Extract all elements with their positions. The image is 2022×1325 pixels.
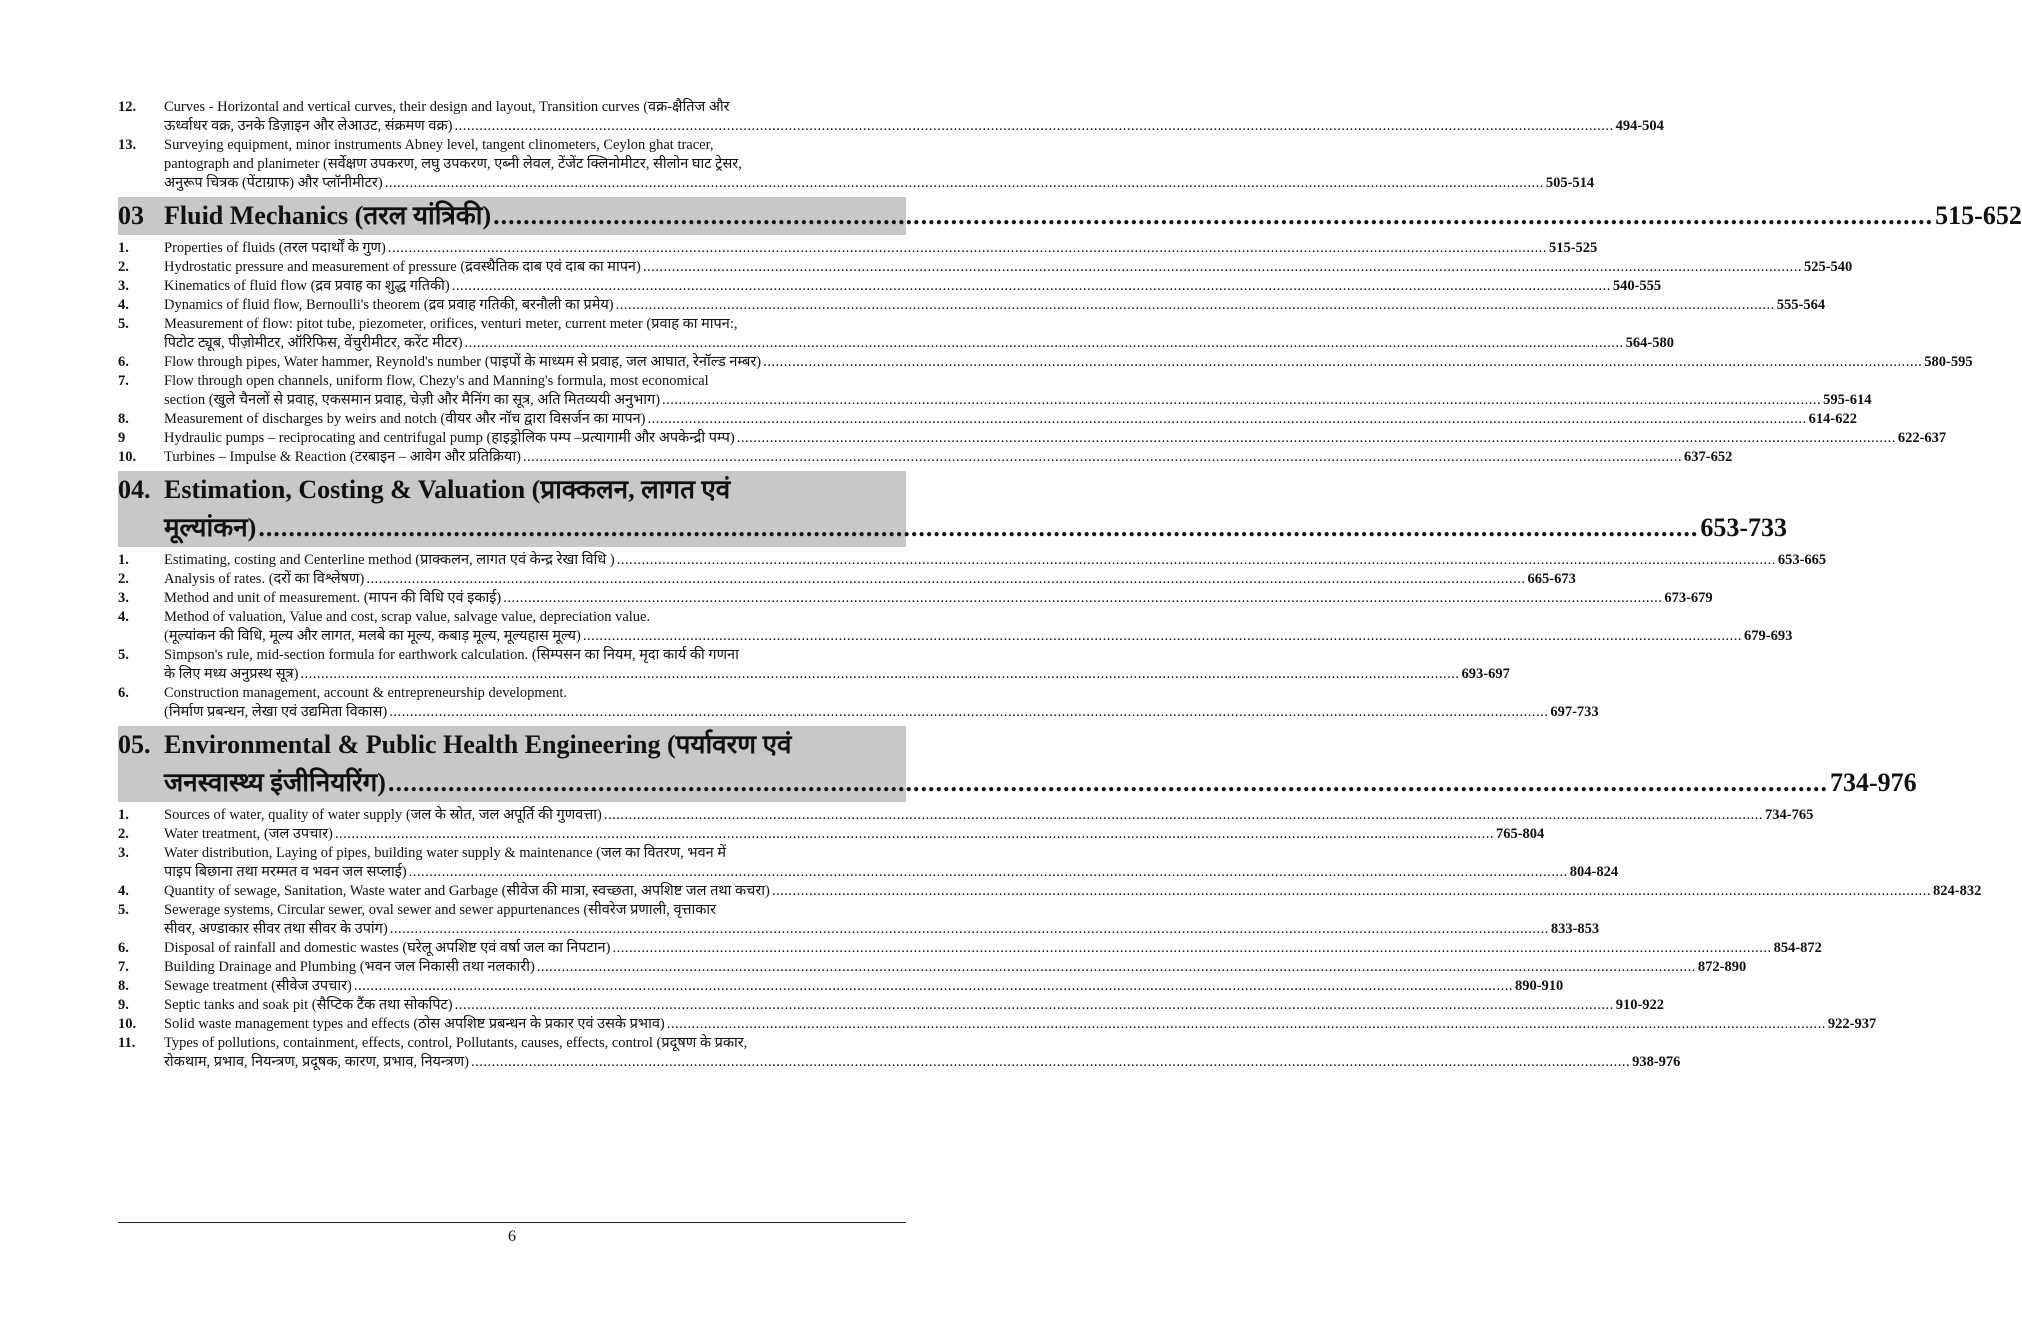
section-title: Fluid Mechanics (तरल यांत्रिकी) <box>164 201 492 230</box>
entry-title: Turbines – Impulse & Reaction (टरबाइन – आवेग और प्रतिक्रिया) <box>164 449 521 465</box>
entry-line <box>164 296 1826 315</box>
toc-entry[interactable] <box>118 570 1576 589</box>
entry-number: 11. <box>118 1035 136 1051</box>
toc-entry[interactable] <box>118 258 1853 277</box>
entry-line <box>164 977 1564 996</box>
entry-number: 6. <box>118 940 129 956</box>
entry-number: 6. <box>118 354 129 370</box>
dot-leader <box>388 239 1547 258</box>
dot-leader <box>409 863 1568 882</box>
page-range: 922-937 <box>1827 1016 1877 1032</box>
entry-line <box>164 353 1973 372</box>
toc-entry[interactable] <box>118 977 1564 996</box>
dot-leader <box>763 353 1922 372</box>
entry-line <box>164 901 906 920</box>
dot-leader <box>454 117 1613 136</box>
toc-entry[interactable] <box>118 806 1814 825</box>
dot-leader <box>617 551 1776 570</box>
entry-title: Construction management, account & entrepreneurship development. <box>164 685 568 701</box>
entry-number: 12. <box>118 99 137 115</box>
entry-line <box>164 1053 1681 1072</box>
entry-body <box>164 570 1576 589</box>
entry-title: पाइप बिछाना तथा मरम्मत व भवन जल सप्लाई) <box>164 864 407 880</box>
entry-number: 5. <box>118 647 129 663</box>
entry-title: Analysis of rates. (दरों का विश्लेषण) <box>164 571 365 587</box>
entry-body <box>164 136 1595 193</box>
entry-number: 3. <box>118 845 129 861</box>
page-range: 622-637 <box>1897 430 1947 446</box>
entry-title: Flow through open channels, uniform flow, Chezy's and Manning's formula, most economical <box>164 373 709 389</box>
dot-leader <box>616 296 1775 315</box>
toc-entry[interactable] <box>118 939 1822 958</box>
dot-leader <box>643 258 1802 277</box>
entry-title: pantograph and planimeter (सर्वेक्षण उपकरण, लघु उपकरण, एब्नी लेवल, टेंजेंट क्लिनोमीटर, सीलोन घाट ट्रेसर, <box>164 156 742 172</box>
toc-entry[interactable] <box>118 277 1662 296</box>
entry-line <box>164 117 1664 136</box>
entry-body <box>164 372 1872 410</box>
entry-number: 13. <box>118 137 137 153</box>
entry-number: 3. <box>118 278 129 294</box>
entry-body <box>164 98 1664 136</box>
page-range: 679-693 <box>1743 628 1793 644</box>
entry-body <box>164 844 1619 882</box>
page-range: 673-679 <box>1664 590 1713 606</box>
entry-body <box>164 1034 1681 1072</box>
toc-entry[interactable] <box>118 98 1664 136</box>
entry-line <box>164 277 1662 296</box>
entry-line <box>164 939 1822 958</box>
page-range: 765-804 <box>1495 826 1545 842</box>
dot-leader <box>390 920 1549 939</box>
entry-body <box>164 996 1665 1015</box>
entry-title: Curves - Horizontal and vertical curves, their design and layout, Transition curves (वक्र-क्षैतिज और <box>164 99 730 115</box>
entry-number: 5. <box>118 902 129 918</box>
entry-title: Sewerage systems, Circular sewer, oval sewer and sewer appurtenances (सीवरेज प्रणाली, वृत्ताकार <box>164 902 717 918</box>
page-range: 824-832 <box>1932 883 1982 899</box>
entry-number: 7. <box>118 959 129 975</box>
entry-body <box>164 277 1662 296</box>
entry-title: Method of valuation, Value and cost, scrap value, salvage value, depreciation value. <box>164 609 651 625</box>
entry-number: 3. <box>118 590 129 606</box>
entry-title: ऊर्ध्वाधर वक्र, उनके डिज़ाइन और लेआउट, संक्रमण वक्र) <box>164 118 453 134</box>
entry-body <box>164 901 1600 939</box>
page-range: 734-765 <box>1764 807 1814 823</box>
page-range: 693-697 <box>1461 666 1510 682</box>
entry-body <box>164 977 1564 996</box>
toc-entry[interactable] <box>118 844 1619 882</box>
dot-leader <box>503 589 1662 608</box>
entry-number: 6. <box>118 685 129 701</box>
dot-leader <box>455 996 1614 1015</box>
entry-title: Sewage treatment (सीवेज उपचार) <box>164 978 352 994</box>
entry-number: 4. <box>118 609 129 625</box>
dot-leader <box>389 703 1548 722</box>
entry-title: Types of pollutions, containment, effects, control, Pollutants, causes, effects, control (प्रदूषण के प्रकार, <box>164 1035 748 1051</box>
toc-entry[interactable] <box>118 958 1747 977</box>
entry-title: Solid waste management types and effects (ठोस अपशिष्ट प्रबन्धन के प्रकार एवं उसके प्रभाव) <box>164 1016 665 1032</box>
dot-leader <box>667 1015 1826 1034</box>
dot-leader <box>300 665 1459 684</box>
entry-title: Quantity of sewage, Sanitation, Waste water and Garbage (सीवेज की मात्रा, स्वच्छता, अपशिष्ट जल तथा कचरा) <box>164 883 770 899</box>
entry-number: 8. <box>118 411 129 427</box>
entry-line <box>164 627 1793 646</box>
section-page-range: 653-733 <box>1700 513 1787 542</box>
dot-leader <box>471 1053 1630 1072</box>
toc-entry[interactable] <box>118 239 1598 258</box>
dot-leader <box>537 958 1696 977</box>
entry-title: के लिए मध्य अनुप्रस्थ सूत्र) <box>164 666 299 682</box>
page-range: 854-872 <box>1773 940 1822 956</box>
entry-line <box>164 589 1713 608</box>
entry-title: Building Drainage and Plumbing (भवन जल निकासी तथा नलकारी) <box>164 959 535 975</box>
toc-entry[interactable] <box>118 589 1713 608</box>
entry-body <box>164 958 1747 977</box>
entry-title: Surveying equipment, minor instruments Abney level, tangent clinometers, Ceylon ghat tracer, <box>164 137 714 153</box>
entry-body <box>164 1015 1877 1034</box>
entry-body <box>164 939 1822 958</box>
entry-line <box>164 372 906 391</box>
dot-leader <box>772 882 1931 901</box>
entry-body <box>164 608 1793 646</box>
toc-entry[interactable] <box>118 996 1665 1015</box>
entry-line <box>164 608 906 627</box>
page-range: 505-514 <box>1545 175 1595 191</box>
entry-number: 1. <box>118 807 129 823</box>
page-range: 653-665 <box>1777 552 1827 568</box>
entry-number: 2. <box>118 571 129 587</box>
page-range: 580-595 <box>1924 354 1973 370</box>
page-range: 595-614 <box>1823 392 1872 408</box>
entry-line <box>164 646 906 665</box>
dot-leader <box>648 410 1807 429</box>
entry-title: पिटोट ट्यूब, पीज़ोमीटर, ऑरिफिस, वेंचुरीमीटर, करेंट मीटर) <box>164 335 463 351</box>
entry-body <box>164 239 1598 258</box>
toc-entry[interactable] <box>118 296 1826 315</box>
entry-title: Measurement of discharges by weirs and notch (वीयर और नॉच द्वारा विसर्जन का मापन) <box>164 411 646 427</box>
entry-title: Kinematics of fluid flow (द्रव प्रवाह का शुद्ध गतिकी) <box>164 278 450 294</box>
page-range: 665-673 <box>1527 571 1576 587</box>
section-number: 04. <box>118 475 151 504</box>
entry-line <box>164 570 1576 589</box>
entry-line <box>164 825 1545 844</box>
toc-entry[interactable] <box>118 646 1510 684</box>
dot-leader <box>366 570 1525 589</box>
entry-line <box>164 665 1510 684</box>
entry-title: Disposal of rainfall and domestic wastes (घरेलू अपशिष्ट एवं वर्षा जल का निपटान) <box>164 940 611 956</box>
section-page-range: 515-652 <box>1935 201 2022 230</box>
section-title: जनस्वास्थ्य इंजीनियरिंग) <box>164 768 386 797</box>
dot-leader <box>465 334 1624 353</box>
entry-number: 7. <box>118 373 129 389</box>
entry-title: Septic tanks and soak pit (सैप्टिक टैंक तथा सोकपिट) <box>164 997 453 1013</box>
toc-entry[interactable] <box>118 136 1595 193</box>
entry-number: 5. <box>118 316 129 332</box>
page-range: 910-922 <box>1615 997 1665 1013</box>
entry-body <box>164 448 1733 467</box>
toc-entry[interactable] <box>118 608 1793 646</box>
footer-rule <box>118 1222 906 1223</box>
section-title-line <box>118 764 1917 802</box>
dot-leader <box>493 197 1933 235</box>
entry-body <box>164 684 1599 722</box>
entry-line <box>164 958 1747 977</box>
entry-number: 10. <box>118 1016 137 1032</box>
toc-entry[interactable] <box>118 684 1599 722</box>
page-range: 555-564 <box>1776 297 1826 313</box>
entry-number: 9 <box>118 430 126 446</box>
page-range: 525-540 <box>1803 259 1853 275</box>
dot-leader <box>737 429 1896 448</box>
section-header[interactable] <box>118 471 1787 547</box>
entry-line <box>164 315 906 334</box>
entry-body <box>164 806 1814 825</box>
entry-title: Estimating, costing and Centerline method (प्राक्कलन, लागत एवं केन्द्र रेखा विधि ) <box>164 552 615 568</box>
toc-entry[interactable] <box>118 901 1600 939</box>
entry-title: अनुरूप चित्रक (पेंटाग्राफ) और प्लॉनीमीटर) <box>164 175 383 191</box>
toc-entry[interactable] <box>118 1015 1877 1034</box>
entry-line <box>164 1034 906 1053</box>
section-number: 05. <box>118 730 151 759</box>
page-range: 515-525 <box>1548 240 1598 256</box>
entry-body <box>164 646 1510 684</box>
page-range: 564-580 <box>1625 335 1674 351</box>
dot-leader <box>385 174 1544 193</box>
entry-number: 10. <box>118 449 137 465</box>
section-page-range: 734-976 <box>1829 768 1917 797</box>
entry-body <box>164 551 1827 570</box>
section-title: मूल्यांकन) <box>164 513 257 542</box>
entry-title: section (खुले चैनलों से प्रवाह, एकसमान प्रवाह, चेज़ी और मैनिंग का सूत्र, अति मितव्ययी अनुभाग) <box>164 392 661 408</box>
section-title-line <box>118 726 900 764</box>
toc-entry[interactable] <box>118 825 1545 844</box>
page-range: 697-733 <box>1550 704 1599 720</box>
entry-line <box>164 391 1872 410</box>
entry-title: Dynamics of fluid flow, Bernoulli's theorem (द्रव प्रवाह गतिकी, बरनौली का प्रमेय) <box>164 297 614 313</box>
entry-number: 2. <box>118 259 129 275</box>
entry-number: 1. <box>118 240 129 256</box>
entry-title: Simpson's rule, mid-section formula for earthwork calculation. (सिम्पसन का नियम, मृदा कार्य की गणना <box>164 647 739 663</box>
entry-number: 8. <box>118 978 129 994</box>
entry-line <box>164 882 1982 901</box>
entry-line <box>164 703 1599 722</box>
entry-number: 2. <box>118 826 129 842</box>
entry-body <box>164 296 1826 315</box>
page-range: 637-652 <box>1684 449 1733 465</box>
entry-title: Properties of fluids (तरल पदार्थों के गुण) <box>164 240 386 256</box>
page-number: 6 <box>508 1228 516 1245</box>
section-title-line <box>118 509 1787 547</box>
toc-entry[interactable] <box>118 448 1733 467</box>
entry-line <box>164 1015 1877 1034</box>
entry-title: Hydrostatic pressure and measurement of pressure (द्रवस्थैतिक दाब एवं दाब का मापन) <box>164 259 641 275</box>
section-number: 03 <box>118 201 144 230</box>
entry-number: 4. <box>118 883 129 899</box>
entry-line <box>164 239 1598 258</box>
entry-line <box>164 920 1600 939</box>
entry-line <box>164 410 1857 429</box>
entry-line <box>164 334 1674 353</box>
entry-title: Hydraulic pumps – reciprocating and centrifugal pump (हाइड्रोलिक पम्प –प्रत्यागामी और अपकेन्द्री पम्प) <box>164 430 735 446</box>
toc-entry[interactable] <box>118 882 1982 901</box>
toc-entry[interactable] <box>118 372 1872 410</box>
entry-body <box>164 825 1545 844</box>
dot-leader <box>612 939 1771 958</box>
toc-entry[interactable] <box>118 1034 1681 1072</box>
section-title: Environmental & Public Health Engineering (पर्यावरण एवं <box>164 730 792 759</box>
entry-number: 9. <box>118 997 129 1013</box>
dot-leader <box>662 391 1821 410</box>
entry-title: रोकथाम, प्रभाव, नियन्त्रण, प्रदूषक, कारण, प्रभाव, नियन्त्रण) <box>164 1054 469 1070</box>
dot-leader <box>258 509 1698 547</box>
entry-line <box>164 429 1947 448</box>
entry-title: Measurement of flow: pitot tube, piezometer, orifices, venturi meter, current meter (प्रवाह का मापन:, <box>164 316 738 332</box>
section-title-line <box>118 471 900 509</box>
toc-entry[interactable] <box>118 410 1857 429</box>
entry-line <box>164 174 1595 193</box>
page-range: 540-555 <box>1612 278 1662 294</box>
page-range: 804-824 <box>1569 864 1619 880</box>
entry-title: Flow through pipes, Water hammer, Reynold's number (पाइपों के माध्यम से प्रवाह, जल आघात, रेनॉल्ड नम्बर) <box>164 354 762 370</box>
page-range: 872-890 <box>1697 959 1747 975</box>
entry-body <box>164 315 1674 353</box>
toc-entry[interactable] <box>118 429 1947 448</box>
section-header[interactable] <box>118 197 2022 235</box>
page-range: 614-622 <box>1808 411 1857 427</box>
dot-leader <box>452 277 1611 296</box>
entry-title: Method and unit of measurement. (मापन की विधि एवं इकाई) <box>164 590 502 606</box>
entry-body <box>164 410 1857 429</box>
page-range: 494-504 <box>1615 118 1664 134</box>
entry-line <box>164 806 1814 825</box>
dot-leader <box>354 977 1513 996</box>
section-title-line <box>118 197 2022 235</box>
dot-leader <box>583 627 1742 646</box>
entry-line <box>164 844 906 863</box>
entry-body <box>164 429 1947 448</box>
entry-line <box>164 98 906 117</box>
dot-leader <box>388 764 1828 802</box>
entry-body <box>164 589 1713 608</box>
entry-title: सीवर, अण्डाकार सीवर तथा सीवर के उपांग) <box>164 921 388 937</box>
entry-title: (निर्माण प्रबन्धन, लेखा एवं उद्यमिता विकास) <box>164 704 388 720</box>
entry-body <box>164 258 1853 277</box>
entry-title: Water distribution, Laying of pipes, building water supply & maintenance (जल का वितरण, भवन में <box>164 845 727 861</box>
page-range: 833-853 <box>1550 921 1600 937</box>
toc-entry[interactable] <box>118 315 1674 353</box>
entry-body <box>164 353 1973 372</box>
page-range: 890-910 <box>1514 978 1564 994</box>
dot-leader <box>604 806 1763 825</box>
section-header[interactable] <box>118 726 1917 802</box>
entry-title: (मूल्यांकन की विधि, मूल्य और लागत, मलबे का मूल्य, कबाड़ मूल्य, मूल्यहास मूल्य) <box>164 628 581 644</box>
entry-number: 1. <box>118 552 129 568</box>
entry-number: 4. <box>118 297 129 313</box>
entry-title: Water treatment, (जल उपचार) <box>164 826 333 842</box>
entry-line <box>164 155 906 174</box>
toc-entry[interactable] <box>118 551 1827 570</box>
entry-line <box>164 448 1733 467</box>
page-range: 938-976 <box>1632 1054 1681 1070</box>
entry-title: Sources of water, quality of water supply (जल के स्रोत, जल अपूर्ति की गुणवत्ता) <box>164 807 602 823</box>
table-of-contents <box>118 98 2022 1072</box>
toc-entry[interactable] <box>118 353 1973 372</box>
entry-line <box>164 136 906 155</box>
section-title: Estimation, Costing & Valuation (प्राक्कलन, लागत एवं <box>164 475 731 504</box>
entry-line <box>164 258 1853 277</box>
entry-line <box>164 863 1619 882</box>
dot-leader <box>523 448 1682 467</box>
entry-line <box>164 684 906 703</box>
entry-body <box>164 882 1982 901</box>
dot-leader <box>335 825 1494 844</box>
entry-line <box>164 996 1665 1015</box>
entry-line <box>164 551 1827 570</box>
